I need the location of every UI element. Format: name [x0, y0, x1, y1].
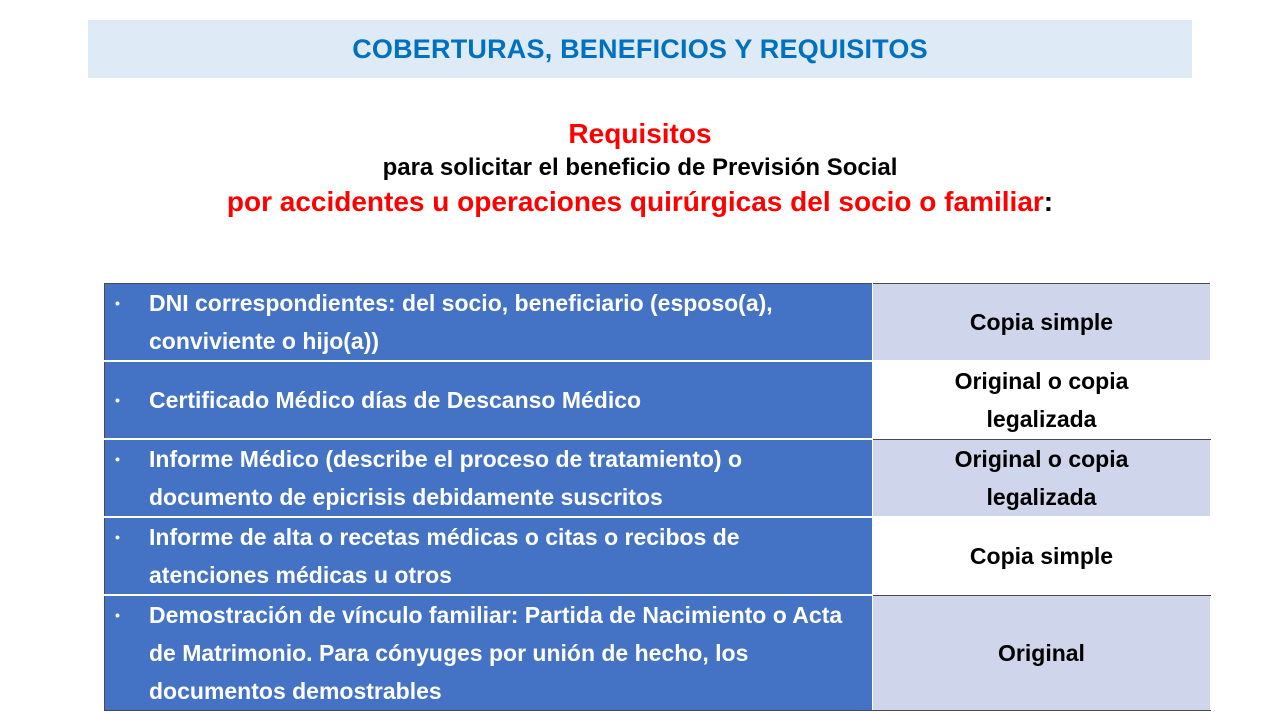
banner-title: COBERTURAS, BENEFICIOS Y REQUISITOS [352, 33, 928, 64]
table-row [105, 284, 1211, 362]
heading-subtitle: para solicitar el beneficio de Previsión Social [382, 154, 898, 181]
requirement-text: DNI correspondientes: del socio, beneficiario (esposo(a), conviviente o hijo(a)) [149, 290, 773, 354]
requirement-text: Demostración de vínculo familiar: Partida de Nacimiento o Acta de Matrimonio. Para cónyuges por unión de hecho, los documentos demostrables [149, 602, 843, 704]
heading-scope [0, 184, 1280, 220]
table-row [105, 361, 1211, 439]
requirement-cell [105, 284, 873, 362]
document-type-cell [873, 361, 1211, 439]
requirement-text: Informe Médico (describe el proceso de tratamiento) o documento de epicrisis debidamente suscritos [149, 446, 743, 510]
requirements-table [104, 283, 1211, 711]
heading-requisitos: Requisitos [568, 118, 712, 149]
bullet-icon: • [115, 392, 120, 408]
document-type-text: Original o copia legalizada [954, 445, 1129, 510]
heading-block [0, 116, 1280, 220]
document-type-cell: Original [873, 595, 1211, 711]
requirement-cell [105, 595, 873, 711]
table-row [105, 517, 1211, 595]
requirement-cell [105, 517, 873, 595]
requirement-cell [105, 361, 873, 439]
requirement-cell [105, 439, 873, 517]
heading-scope-colon: : [1043, 186, 1054, 217]
document-type-cell: Copia simple [873, 517, 1211, 595]
bullet-icon: • [115, 529, 120, 545]
document-type-cell [873, 439, 1211, 517]
requirement-text: Certificado Médico días de Descanso Médico [149, 387, 642, 413]
document-type-text: Original o copia legalizada [954, 368, 1129, 433]
bullet-icon: • [115, 295, 120, 311]
requirement-text: Informe de alta o recetas médicas o citas o recibos de atenciones médicas u otros [149, 524, 740, 588]
title-banner [88, 20, 1192, 78]
bullet-icon: • [115, 451, 120, 467]
heading-scope-text: por accidentes u operaciones quirúrgicas del socio o familiar [226, 186, 1044, 217]
bullet-icon: • [115, 607, 120, 623]
document-type-cell: Copia simple [873, 284, 1211, 362]
table-row [105, 595, 1211, 711]
table-row [105, 439, 1211, 517]
